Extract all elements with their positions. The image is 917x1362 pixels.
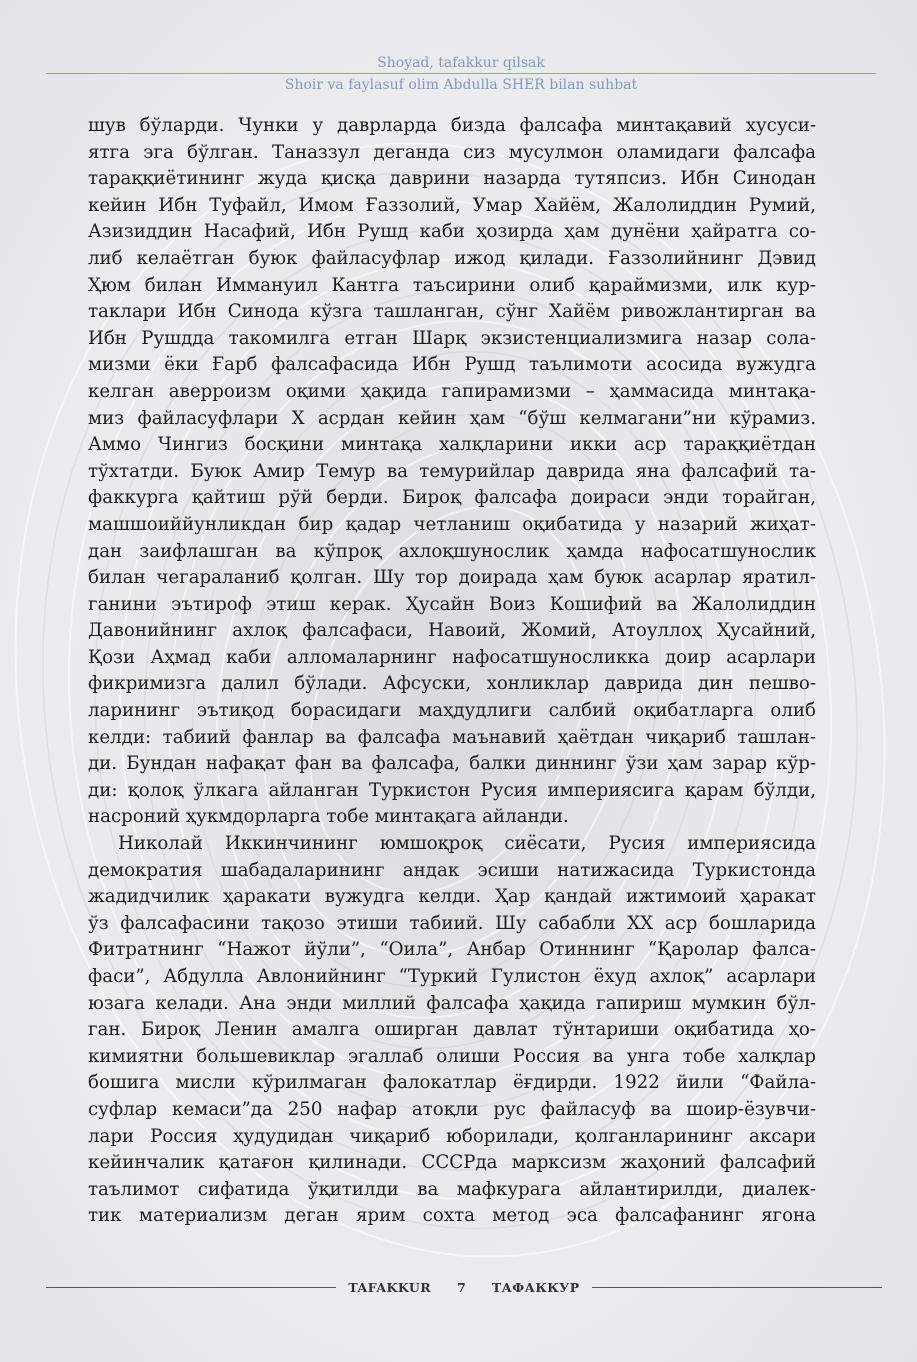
footer-label-latin: TAFAKKUR xyxy=(348,1279,432,1295)
paragraph xyxy=(88,831,816,1230)
text-line: фаси”, Абдулла Авлонийнинг “Туркий Гулистон ёхуд ахлоқ” асарлари xyxy=(88,966,816,987)
page-number: 7 xyxy=(457,1279,466,1295)
text-line: жадидчилик ҳаракати вужудга келди. Ҳар қандай ижтимоий ҳаракат xyxy=(88,886,816,908)
text-line: тик материализм деган ярим сохта метод эса фалсафанинг ягона xyxy=(88,1205,816,1227)
text-line: Николай Иккинчининг юмшоқроқ сиёсати, Русия империясида xyxy=(118,833,816,855)
text-line: юзага келади. Ана энди миллий фалсафа ҳақида гапириш мумкин бўл- xyxy=(88,992,816,1014)
paragraph xyxy=(88,113,816,831)
text-line: Ибн Рушдда такомилга етган Шарқ экзистенциализмига назар сола- xyxy=(88,327,816,349)
text-line: либ келаётган буюк файласуфлар ижод қилади. Ғаззолийнинг Дэвид xyxy=(88,247,816,269)
text-line: ди: қолоқ ўлкага айланган Туркистон Русия империясига қарам бўлди, xyxy=(88,779,816,801)
text-line: кейин Ибн Туфайл, Имом Ғаззолий, Умар Хайём, Жалолиддин Румий, xyxy=(88,194,816,216)
text-line: келган аверроизм оқими ҳақида гапирамизми – ҳаммасида минтақа- xyxy=(88,380,816,402)
footer-rule-right xyxy=(592,1287,882,1288)
article-body xyxy=(88,113,816,1230)
footer-label-cyrillic: ТАФАККУР xyxy=(491,1279,580,1295)
text-line: Фитратнинг “Нажот йўли”, “Оила”, Анбар Отиннинг “Қаролар фалса- xyxy=(88,939,816,961)
text-line: ўз фалсафасини тақозо этиши табиий. Шу сабабли XX аср бошларида xyxy=(88,912,816,934)
text-line: ди. Бундан нафақат фан ва фалсафа, балки диннинг ўзи ҳам зарар кўр- xyxy=(88,753,816,775)
text-line: фикримизга далил бўлади. Афсуски, хонликлар даврида дин пешво- xyxy=(88,673,816,695)
text-line: суфлар кемаси”да 250 нафар атоқли рус файласуф ва шоир-ёзувчи- xyxy=(88,1098,816,1120)
footer-rule-left xyxy=(46,1287,336,1288)
text-line: кимиятни большевиклар эгаллаб олиши Россия ва унга тобе халқлар xyxy=(88,1045,816,1067)
text-line: билан чегараланиб қолган. Шу тор доирада ҳам буюк асарлар яратил- xyxy=(88,567,816,589)
text-line: ган. Бироқ Ленин амалга оширган давлат тўнтариши оқибатида ҳо- xyxy=(88,1019,816,1041)
text-line: тўхтатди. Буюк Амир Темур ва темурийлар даврида яна фалсафий та- xyxy=(88,460,816,482)
running-head-rule xyxy=(46,73,876,74)
text-line: насроний ҳукмдорларга тобе минтақага айланди. xyxy=(88,806,569,828)
text-line: машшоиййунликдан бир қадар четланиш оқибатида у назарий жиҳат- xyxy=(88,513,816,535)
text-line: ларининг эътиқод борасидаги маҳдудлиги салбий оқибатларга олиб xyxy=(88,700,816,722)
text-line: шув бўларди. Чунки у даврларда бизда фалсафа минтақавий хусуси- xyxy=(88,115,816,136)
text-line: факкурга қайтиш рўй берди. Бироқ фалсафа доираси энди торайган, xyxy=(88,487,816,509)
text-line: таклари Ибн Синода кўзга ташланган, сўнг Хайём ривожлантирган ва xyxy=(88,301,816,323)
text-line: таълимот сифатида ўқитилди ва мафкурага айлантирилди, диалек- xyxy=(88,1178,816,1200)
text-line: миз файласуфлари X асрдан кейин ҳам “бўш келмагани”ни кўрамиз. xyxy=(88,407,816,429)
text-line: Давонийнинг ахлоқ фалсафаси, Навоий, Жомий, Атоуллоҳ Ҳусайний, xyxy=(88,620,816,642)
page-footer xyxy=(46,1276,882,1298)
text-line: келди: табиий фанлар ва фалсафа маънавий ҳаётдан чиқариб ташлан- xyxy=(88,726,816,748)
text-line: ятга эга бўлган. Таназзул деганда сиз мусулмон оламидаги фалсафа xyxy=(88,141,816,163)
text-line: дан заифлашган ва кўпроқ ахлоқшунослик ҳамда нафосатшунослик xyxy=(88,540,816,562)
text-line: мизми ёки Ғарб фалсафасида Ибн Рушд таълимоти асосида вужудга xyxy=(88,354,816,376)
text-line: бошига мисли кўрилмаган фалокатлар ёғдирди. 1922 йили “Файла- xyxy=(88,1072,816,1094)
running-head xyxy=(46,54,876,94)
text-line: кейинчалик қатағон қилинади. СССРда марксизм жаҳоний фалсафий xyxy=(88,1152,816,1174)
text-line: Қози Аҳмад каби алломаларнинг нафосатшуносликка доир асарлари xyxy=(88,646,816,668)
text-line: Азизиддин Насафий, Ибн Рушд каби ҳозирда ҳам дунёни ҳайратга со- xyxy=(88,221,816,243)
running-head-title: Shoyad, tafakkur qilsak xyxy=(377,55,545,71)
text-line: лари Россия ҳудудидан чиқариб юборилади, қолганларининг аксари xyxy=(88,1125,816,1147)
running-head-subtitle: Shoir va faylasuf olim Abdulla SHER bilan suhbat xyxy=(284,77,638,93)
text-line: Ҳюм билан Иммануил Кантга таъсирини олиб қараймизми, илк кур- xyxy=(88,274,816,296)
text-line: ганини эътироф этиш керак. Ҳусайн Воиз Кошифий ва Жалолиддин xyxy=(88,593,816,615)
text-line: Аммо Чингиз босқини минтақа халқларини икки аср тараққиётдан xyxy=(88,434,816,456)
text-line: демократия шабадаларининг андак эсиши натижасида Туркистонда xyxy=(88,859,816,881)
text-line: тараққиётининг жуда қисқа даврини назарда тутяпсиз. Ибн Синодан xyxy=(88,168,816,190)
